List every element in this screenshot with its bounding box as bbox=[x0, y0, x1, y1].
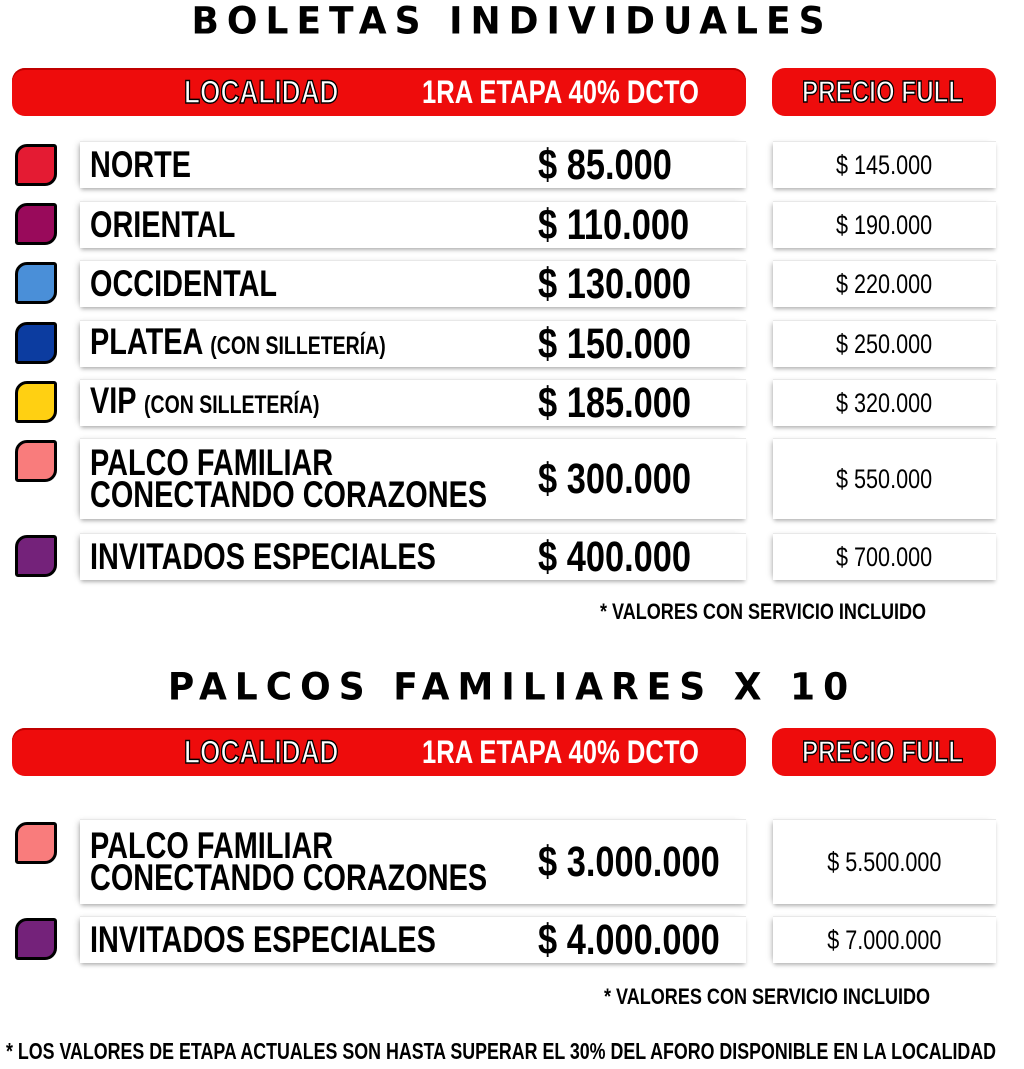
localidad-name: INVITADOS ESPECIALES bbox=[90, 536, 436, 577]
full-price: $ 5.500.000 bbox=[827, 846, 942, 877]
full-price: $ 320.000 bbox=[836, 387, 933, 418]
full-price-cell bbox=[773, 320, 996, 367]
header-localidad-label: LOCALIDAD bbox=[184, 734, 339, 770]
color-swatch bbox=[15, 203, 57, 245]
localidad-name-line2: CONECTANDO CORAZONES bbox=[90, 474, 488, 515]
table-row bbox=[80, 260, 746, 307]
header-full-label: PRECIO FULL bbox=[802, 734, 964, 769]
header-etapa-label: 1RA ETAPA 40% DCTO bbox=[422, 74, 699, 110]
full-price-cell bbox=[773, 141, 996, 188]
section-title-boletas: BOLETAS INDIVIDUALES bbox=[191, 0, 833, 44]
full-price: $ 250.000 bbox=[836, 328, 933, 359]
header-full-bar bbox=[772, 68, 996, 116]
color-swatch bbox=[15, 535, 57, 577]
section-title-palcos: PALCOS FAMILIARES X 10 bbox=[167, 665, 857, 709]
localidad-name: VIP bbox=[90, 380, 136, 421]
header-bar bbox=[12, 68, 746, 116]
etapa-price: $ 150.000 bbox=[538, 319, 692, 368]
color-swatch bbox=[15, 381, 57, 423]
color-swatch bbox=[15, 918, 57, 960]
etapa-price: $ 85.000 bbox=[538, 140, 672, 189]
localidad-name: INVITADOS ESPECIALES bbox=[90, 919, 436, 960]
localidad-name: NORTE bbox=[90, 144, 192, 185]
table-row bbox=[80, 819, 746, 904]
full-price: $ 220.000 bbox=[836, 268, 933, 299]
full-price-cell bbox=[773, 201, 996, 248]
localidad-name: PLATEA bbox=[90, 321, 203, 362]
etapa-price: $ 4.000.000 bbox=[538, 915, 720, 964]
table-row bbox=[80, 916, 746, 963]
header-bar bbox=[12, 728, 746, 776]
header-full-label: PRECIO FULL bbox=[802, 74, 964, 109]
header-full-bar bbox=[772, 728, 996, 776]
localidad-name: OCCIDENTAL bbox=[90, 263, 278, 304]
table-row bbox=[80, 438, 746, 519]
color-swatch bbox=[15, 144, 57, 186]
etapa-price: $ 3.000.000 bbox=[538, 837, 720, 886]
localidad-sub: (CON SILLETERÍA) bbox=[210, 332, 386, 360]
service-note: * VALORES CON SERVICIO INCLUIDO bbox=[604, 984, 931, 1009]
table-row bbox=[80, 533, 746, 580]
full-price: $ 700.000 bbox=[836, 541, 933, 572]
etapa-price: $ 400.000 bbox=[538, 532, 692, 581]
table-row bbox=[80, 379, 746, 426]
etapa-price: $ 300.000 bbox=[538, 454, 692, 503]
full-price-cell bbox=[773, 819, 996, 904]
table-row bbox=[80, 201, 746, 248]
color-swatch bbox=[15, 440, 57, 482]
localidad-name-line2: CONECTANDO CORAZONES bbox=[90, 857, 488, 898]
etapa-price: $ 110.000 bbox=[538, 200, 690, 249]
color-swatch bbox=[15, 262, 57, 304]
localidad-sub: (CON SILLETERÍA) bbox=[144, 391, 320, 419]
table-row bbox=[80, 141, 746, 188]
etapa-price: $ 185.000 bbox=[538, 378, 692, 427]
header-localidad-label: LOCALIDAD bbox=[184, 74, 339, 110]
table-row bbox=[80, 320, 746, 367]
full-price-cell bbox=[773, 379, 996, 426]
full-price: $ 7.000.000 bbox=[827, 924, 942, 955]
footer-note: * LOS VALORES DE ETAPA ACTUALES SON HASTA SUPERAR EL 30% DEL AFORO DISPONIBLE EN LA LOCALIDAD bbox=[6, 1038, 997, 1064]
localidad-name: PALCO FAMILIAR bbox=[90, 825, 334, 866]
localidad-name: ORIENTAL bbox=[90, 204, 236, 245]
service-note: * VALORES CON SERVICIO INCLUIDO bbox=[600, 599, 927, 624]
full-price: $ 550.000 bbox=[836, 463, 933, 494]
color-swatch bbox=[15, 322, 57, 364]
full-price: $ 190.000 bbox=[836, 209, 933, 240]
header-etapa-label: 1RA ETAPA 40% DCTO bbox=[422, 734, 699, 770]
etapa-price: $ 130.000 bbox=[538, 259, 692, 308]
full-price-cell bbox=[773, 260, 996, 307]
color-swatch bbox=[15, 822, 57, 864]
localidad-name: PALCO FAMILIAR bbox=[90, 442, 334, 483]
full-price: $ 145.000 bbox=[836, 149, 933, 180]
full-price-cell bbox=[773, 438, 996, 519]
full-price-cell bbox=[773, 916, 996, 963]
full-price-cell bbox=[773, 533, 996, 580]
